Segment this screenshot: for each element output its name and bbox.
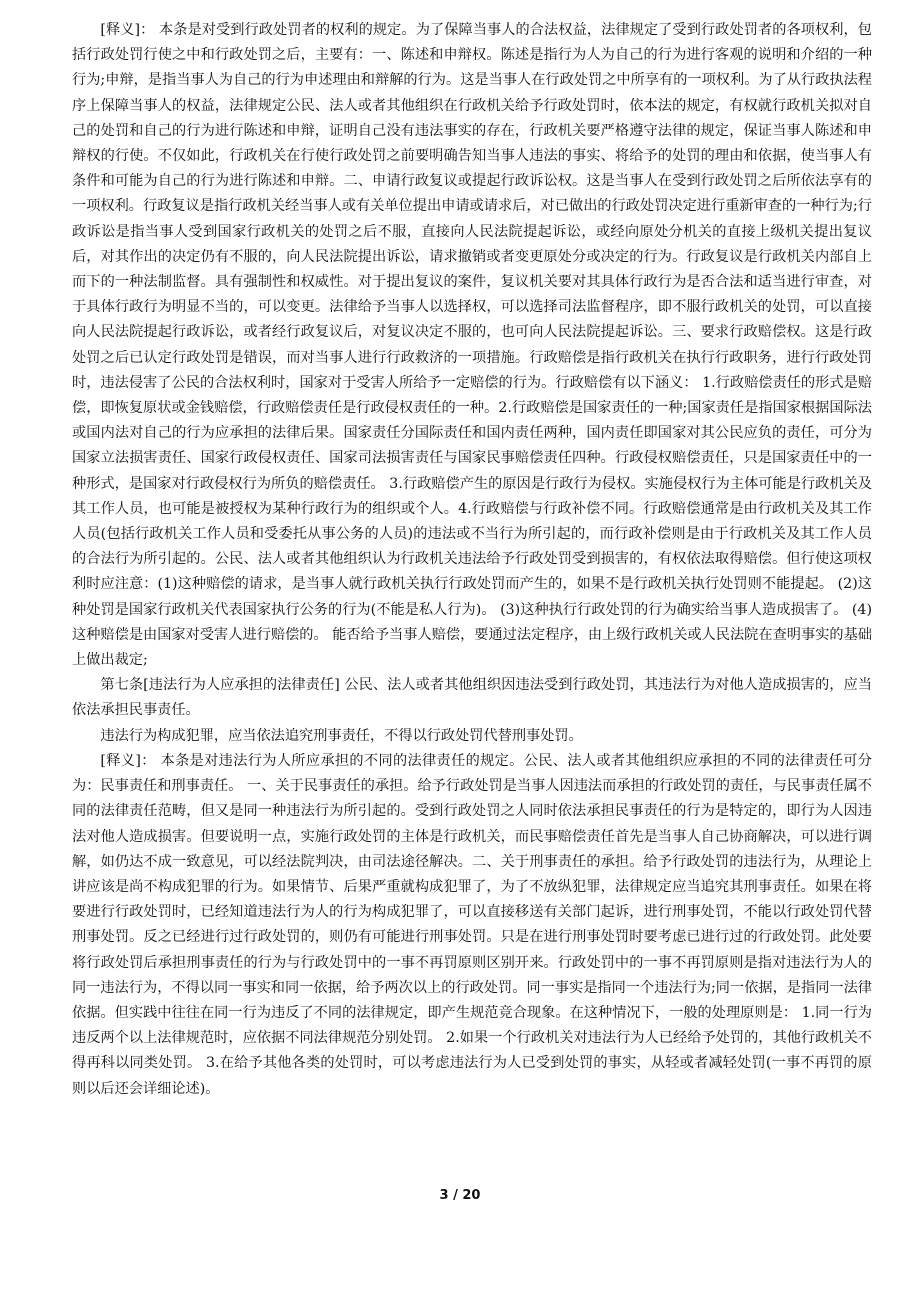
paragraph-article-7-criminal: 违法行为构成犯罪，应当依法追究刑事责任，不得以行政处罚代替刑事处罚。: [100, 727, 583, 744]
page-number: 3 / 20: [439, 1188, 481, 1203]
paragraph-interpretation-article-7: [释义]： 本条是对违法行为人所应承担的不同的法律责任的规定。公民、法人或者其他组织应承担的不同的法律责任可分为：民事责任和刑事责任。 一、关于民事责任的承担。给予行政处罚是当事人因违法而承担的行政处罚的责任，与民事责任属不同的法律责任范畴，但又是同一种违法行为所引起的。受到行政处罚之人同时依法承担民事责任的行为是特定的，即行为人因违法对他人造成损害。但要说明一点，实施行政处罚的主体是行政机关，而民事赔偿责任首先是当事人自己协商解决，可以进行调解，如仍达不成一致意见，可以经法院判决，由司法途径解决。二、关于刑事责任的承担。给予行政处罚的违法行为，从理论上讲应该是尚不构成犯罪的行为。如果情节、后果严重就构成犯罪了，为了不放纵犯罪，法律规定应当追究其刑事责任。如果在将要进行行政处罚时，已经知道违法行为人的行为构成犯罪了，可以直接移送有关部门起诉，进行刑事处罚，不能以行政处罚代替刑事处罚。反之已经进行过行政处罚的，则仍有可能进行刑事处罚。只是在进行刑事处罚时要考虑已进行过的行政处罚。此处要将行政处罚后承担刑事责任的行为与行政处罚中的一事不再罚原则区别开来。行政处罚中的一事不再罚原则是指对违法行为人的同一违法行为，不得以同一事实和同一依据，给予两次以上的行政处罚。同一事实是指同一个违法行为;同一依据，是指同一法律依据。但实践中往往在同一行为违反了不同的法律规定，即产生规范竞合现象。在这种情况下，一般的处理原则是： 1.同一行为违反两个以上法律规范时，应依据不同法律规范分别处罚。 2.如果一个行政机关对违法行为人已经给予处罚的，其他行政机关不得再科以同类处罚。 3.在给予其他各类的处罚时，可以考虑违法行为人已受到处罚的事实，从轻或者减轻处罚(一事不再罚的原则以后还会详细论述)。: [72, 752, 872, 1097]
paragraph-article-7: 第七条[违法行为人应承担的法律责任] 公民、法人或者其他组织因违法受到行政处罚，其违法行为对他人造成损害的，应当依法承担民事责任。: [72, 677, 872, 719]
paragraph-interpretation-article-6: [释义]： 本条是对受到行政处罚者的权利的规定。为了保障当事人的合法权益，法律规定了受到行政处罚者的各项权利，包括行政处罚行使之中和行政处罚之后，主要有：一、陈述和申辩权。陈述是指行为人为自己的行为进行客观的说明和介绍的一种行为;申辩，是指当事人为自己的行为申述理由和辩解的行为。这是当事人在行政处罚之中所享有的一项权利。为了从行政执法程序上保障当事人的权益，法律规定公民、法人或者其他组织在行政机关给予行政处罚时，依本法的规定，有权就行政机关拟对自己的处罚和自己的行为进行陈述和申辩，证明自己没有违法事实的存在，行政机关要严格遵守法律的规定，保证当事人陈述和申辩权的行使。不仅如此，行政机关在行使行政处罚之前要明确告知当事人违法的事实、将给予的处罚的理由和依据，使当事人有条件和可能为自己的行为进行陈述和申辩。二、申请行政复议或提起行政诉讼权。这是当事人在受到行政处罚之后所依法享有的一项权利。行政复议是指行政机关经当事人或有关单位提出申请或请求后，对已做出的行政处罚决定进行重新审查的一种行为;行政诉讼是指当事人受到国家行政机关的处罚之后不服，直接向人民法院提起诉讼，或经向原处分机关的直接上级机关提出复议后，对其作出的决定仍有不服的，向人民法院提出诉讼，请求撤销或者变更原处分或决定的行为。行政复议是行政机关内部自上而下的一种法制监督。具有强制性和权威性。对于提出复议的案件，复议机关要对其具体行政行为是否合法和适当进行审查，对于具体行政行为明显不当的，可以变更。法律给予当事人以选择权，可以选择司法监督程序，即不服行政机关的处罚，可以直接向人民法院提起行政诉讼，或者经行政复议后，对复议决定不服的，也可向人民法院提起诉讼。三、要求行政赔偿权。这是行政处罚之后已认定行政处罚是错误，而对当事人进行行政救济的一项措施。行政赔偿是指行政机关在执行行政职务，进行行政处罚时，违法侵害了公民的合法权利时，国家对于受害人所给予一定赔偿的行为。行政赔偿有以下涵义： 1.行政赔偿责任的形式是赔偿，即恢复原状或金钱赔偿，行政赔偿责任是行政侵权责任的一种。2.行政赔偿是国家责任的一种;国家责任是指国家根据国际法或国内法对自己的行为应承担的法律后果。国家责任分国际责任和国内责任两种，国内责任即国家对其公民应负的责任，可分为国家立法损害责任、国家行政侵权责任、国家司法损害责任与国家民事赔偿责任四种。行政侵权赔偿责任，只是国家责任中的一种形式，是国家对行政侵权行为所负的赔偿责任。 3.行政赔偿产生的原因是行政行为侵权。实施侵权行为主体可能是行政机关及其工作人员，也可能是被授权为某种行政行为的组织或个人。4.行政赔偿与行政补偿不同。行政赔偿通常是由行政机关及其工作人员(包括行政机关工作人员和受委托从事公务的人员)的违法或不当行为所引起的，而行政补偿则是由于行政机关及其工作人员的合法行为所引起的。公民、法人或者其他组织认为行政机关违法给予行政处罚受到损害的，有权依法取得赔偿。但行使这项权利时应注意：(1)这种赔偿的请求，是当事人就行政机关执行行政处罚而产生的，如果不是行政机关执行处罚则不能提起。 (2)这种处罚是国家行政机关代表国家执行公务的行为(不能是私人行为)。 (3)这种执行行政处罚的行为确实给当事人造成损害了。 (4)这种赔偿是由国家对受害人进行赔偿的。 能否给予当事人赔偿，要通过法定程序，由上级行政机关或人民法院在查明事实的基础上做出裁定;: [72, 22, 872, 669]
document-body: [72, 18, 872, 1102]
